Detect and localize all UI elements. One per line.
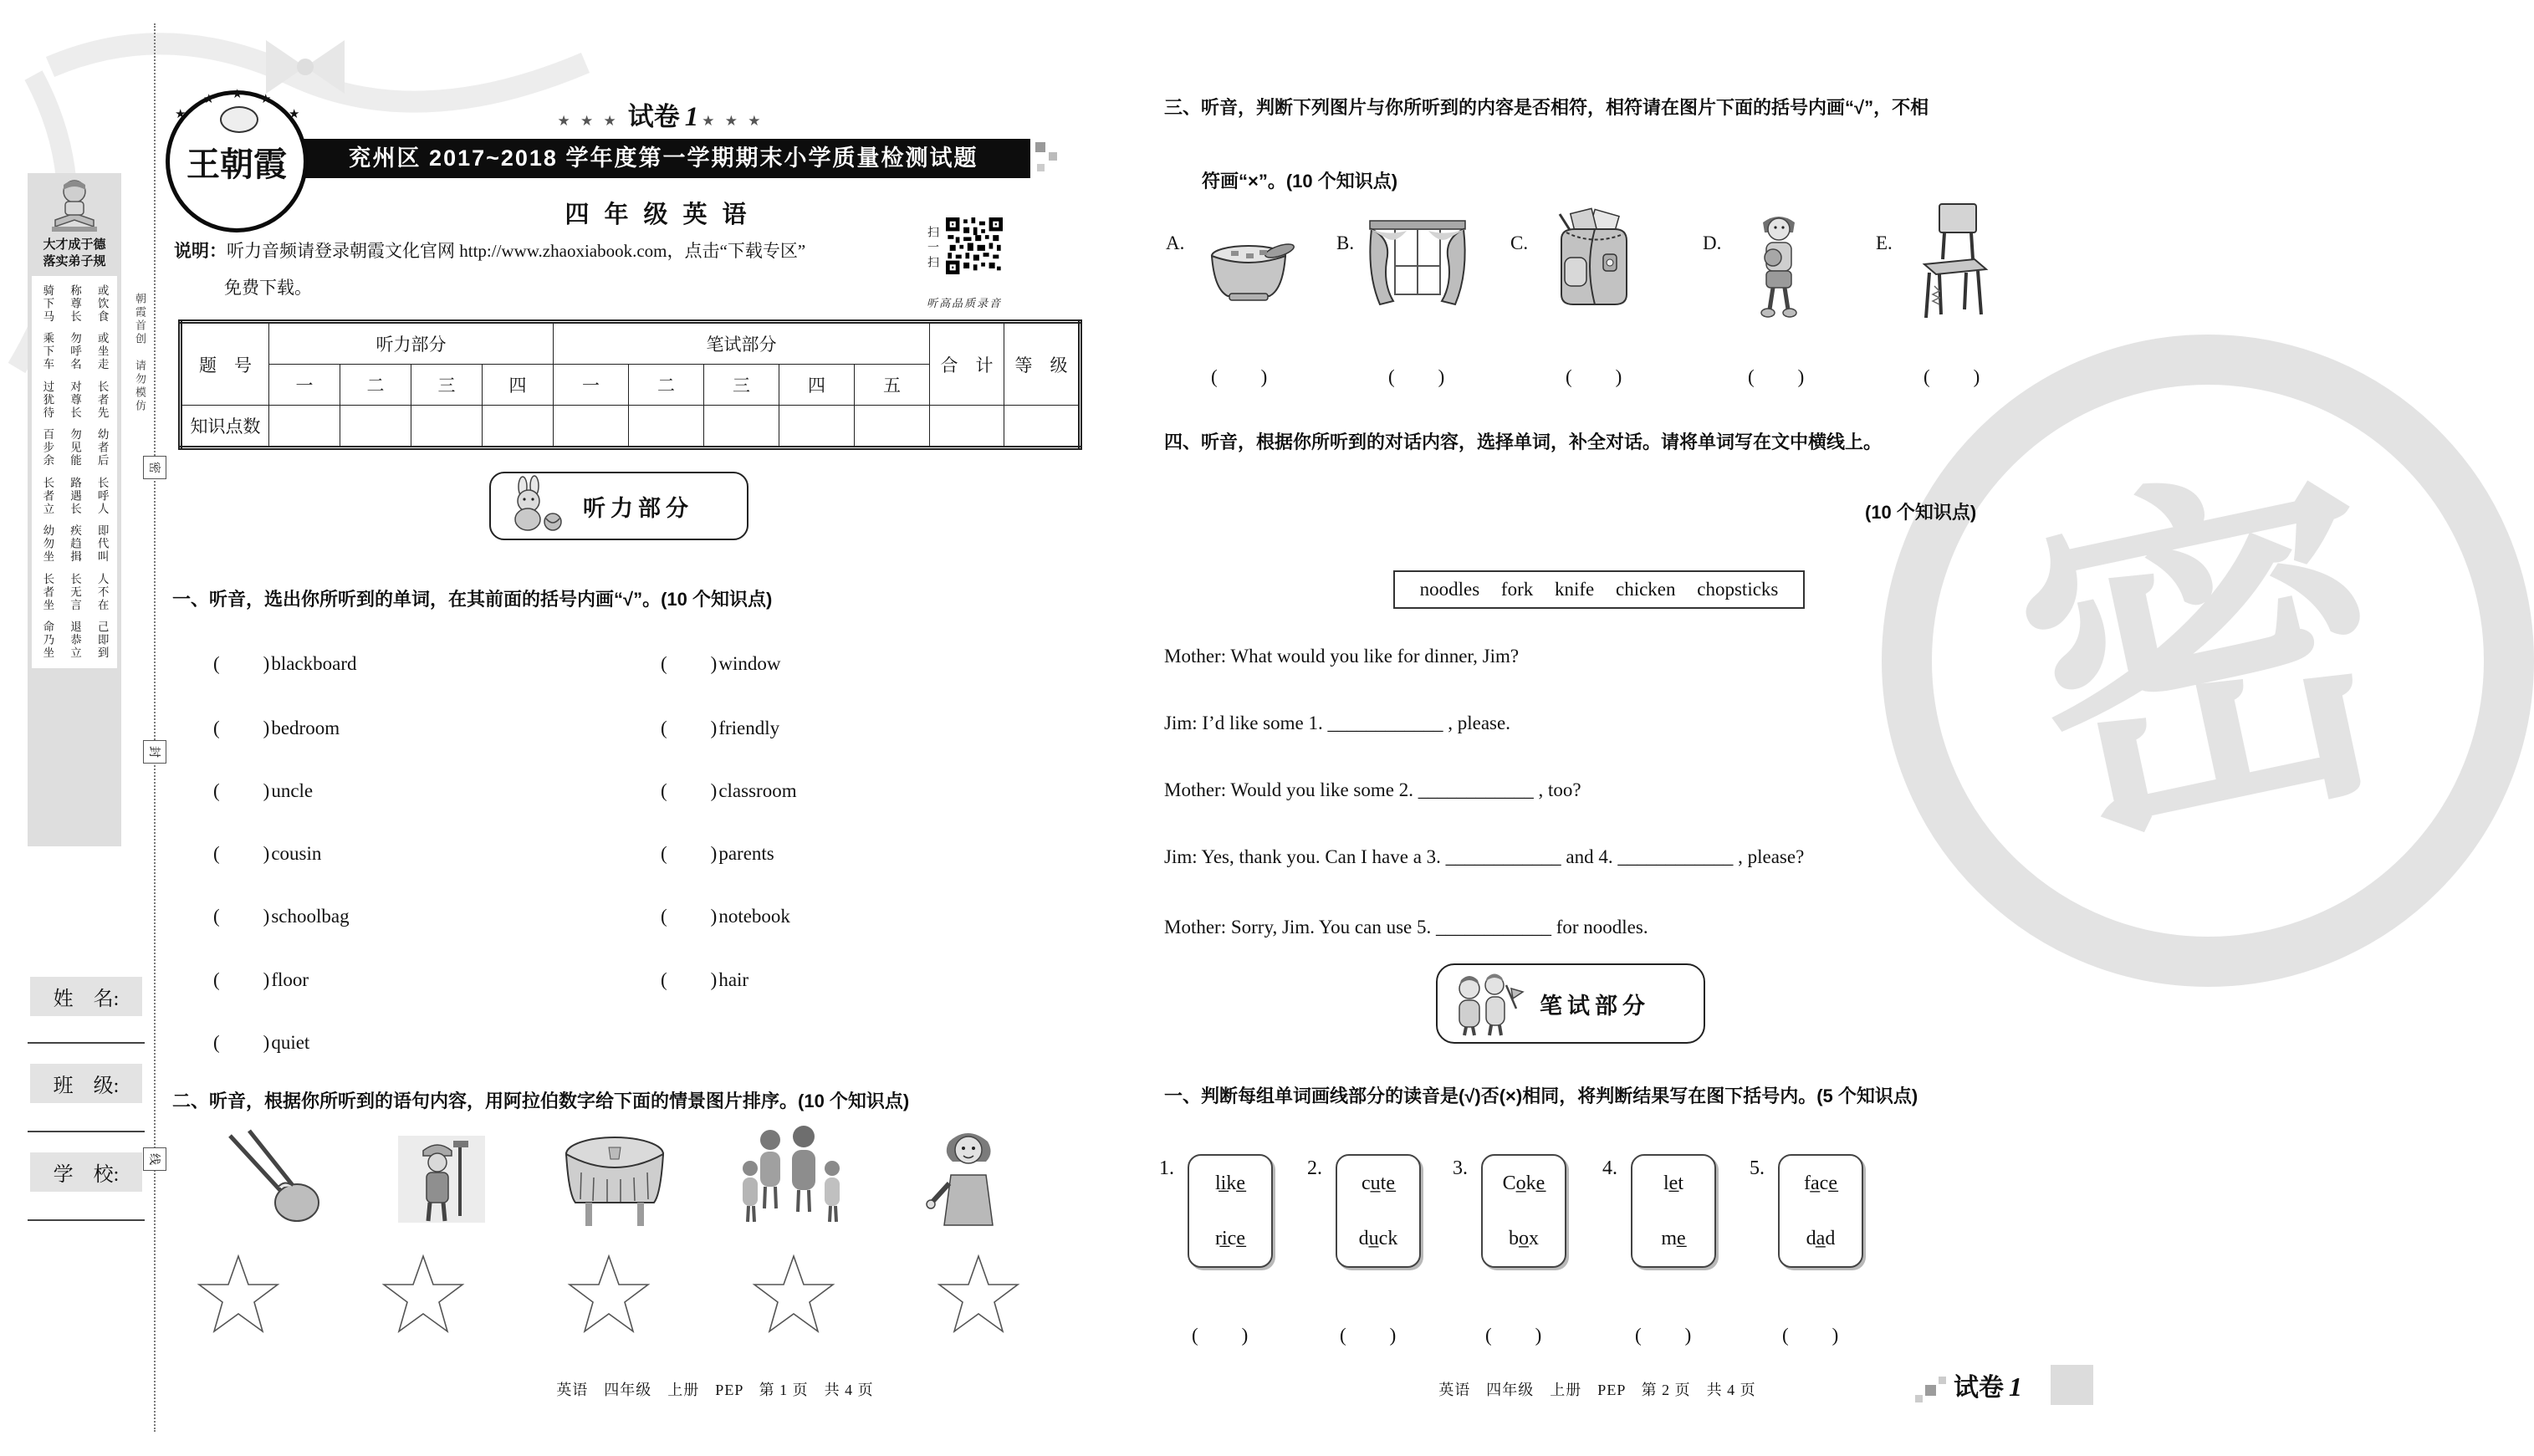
logo-portrait [220, 106, 258, 133]
star-icon[interactable] [937, 1253, 1020, 1336]
corner-dither [1925, 1385, 1936, 1396]
score-table: 题 号 听力部分 笔试部分 合 计 等 级 一 二 三 四 一 二 三 四 五 知识点数 [178, 319, 1082, 450]
w1-word-pair: li̲ke̲ ri̲ce̲ [1188, 1154, 1273, 1268]
w1-word-pair: Co̲ke̲ bo̲x [1481, 1154, 1566, 1268]
w1-pair-number: 5. [1750, 1157, 1765, 1179]
family-image [738, 1125, 856, 1229]
chopsticks-in-hand-image [217, 1129, 322, 1229]
banner-dither [1049, 152, 1057, 161]
q1-heading: 一、听音，选出你所听到的单词，在其前面的括号内画“√”。(10 个知识点) [172, 589, 773, 610]
q1-option[interactable]: ( )cousin [213, 843, 322, 864]
dialogue-line[interactable]: Mother: Sorry, Jim. You can use 5. ____________ for noodles. [1164, 917, 1648, 937]
schoolbag-image [1543, 207, 1643, 312]
q3-item-label: C. [1510, 232, 1529, 253]
dialogue-line[interactable]: Jim: Yes, thank you. Can I have a 3. ____________ and 4. ____________ , please? [1164, 846, 1805, 867]
q3-item-label: D. [1703, 232, 1722, 253]
page2-footer: 英语 四年级 上册 PEP 第 2 页 共 4 页 [1438, 1382, 1756, 1398]
instruction-label: 说明： [174, 242, 227, 261]
q2-heading: 二、听音，根据你所听到的语句内容，用阿拉伯数字给下面的情景图片排序。(10 个知识点) [172, 1091, 910, 1111]
name-field-line[interactable] [28, 1042, 145, 1044]
w1-heading: 一、判断每组单词画线部分的读音是(√)否(×)相同，将判断结果写在图下括号内。(5 个知识点) [1164, 1086, 1918, 1106]
instruction-line1: 说明：听力音频请登录朝霞文化官网 http://www.zhaoxiabook.com，点击“下载专区” [174, 241, 806, 261]
w1-answer-paren[interactable]: ( ) [1340, 1325, 1398, 1346]
q1-option[interactable]: ( )hair [661, 969, 749, 990]
scan-label: 扫一扫 [927, 226, 940, 271]
w1-pair-number: 3. [1453, 1157, 1468, 1179]
w1-word-pair: cu̲te̲ du̲ck [1336, 1154, 1421, 1268]
dialogue-line[interactable]: Mother: Would you like some 2. ____________ , too? [1164, 779, 1581, 800]
logo-star-icon: ★ [260, 93, 272, 106]
q1-option[interactable]: ( )window [661, 653, 781, 674]
score-points-row [181, 406, 1081, 448]
q3-item-label: A. [1166, 232, 1185, 253]
dialogue-line: Mother: What would you like for dinner, Jim? [1164, 646, 1520, 667]
score-listening-header: 听力部分 [269, 322, 554, 365]
q1-option[interactable]: ( )bedroom [213, 718, 340, 738]
dizigui-verses: 骑下马 称尊长 或饮食 乘下车 勿呼名 或坐走 过犹待 对尊长 长者先 百步余 勿见能 幼者后 长者立 路遇长 长呼人 幼勿坐 疾趋揖 即代叫 长者坐 长无言 人不在 命乃坐 退恭立 己即到 [32, 276, 117, 668]
logo-star-icon: ★ [289, 108, 300, 121]
paper-corner-badge: 试卷 1 [1954, 1372, 2022, 1402]
dialogue-line[interactable]: Jim: I’d like some 1. ____________ , please. [1164, 713, 1510, 733]
name-field-label: 姓 名: [30, 977, 142, 1016]
score-total-header: 合 计 [930, 322, 1004, 406]
score-written-header: 笔试部分 [554, 322, 930, 365]
q1-option[interactable]: ( )uncle [213, 780, 314, 801]
q3-answer-paren[interactable]: ( ) [1211, 366, 1270, 387]
publisher-vertical-note: 朝霞首创 请勿模仿 [134, 293, 146, 413]
q1-option[interactable]: ( )friendly [661, 718, 780, 738]
score-row-label: 知识点数 [181, 406, 269, 448]
q4-points: (10 个知识点) [1865, 502, 1977, 523]
logo-star-icon: ★ [203, 93, 215, 106]
q2-picture-row [217, 1125, 1012, 1229]
q1-option[interactable]: ( )schoolbag [213, 906, 350, 927]
class-field-label: 班 级: [30, 1064, 142, 1103]
q3-answer-paren[interactable]: ( ) [1566, 366, 1624, 387]
instruction-line2: 免费下载。 [224, 278, 312, 298]
star-icon[interactable] [567, 1253, 651, 1336]
q1-option[interactable]: ( )blackboard [213, 653, 357, 674]
corner-dither [1939, 1377, 1946, 1384]
w1-answer-paren[interactable]: ( ) [1782, 1325, 1841, 1346]
seal-char-box: 密 [143, 456, 166, 479]
q3-item-label: B. [1336, 232, 1355, 253]
w1-pair-number: 1. [1159, 1157, 1174, 1179]
qr-caption: 听高品质录音 [927, 297, 1003, 309]
corner-bar [2051, 1365, 2093, 1405]
banner-dither [1035, 142, 1045, 152]
star-icon[interactable] [752, 1253, 835, 1336]
corner-dither [1915, 1395, 1923, 1402]
w1-answer-paren[interactable]: ( ) [1635, 1325, 1694, 1346]
q3-answer-paren[interactable]: ( ) [1748, 366, 1806, 387]
w1-pair-number: 4. [1602, 1157, 1617, 1179]
paper-number-title: ★ ★ ★ 试卷 1 ★ ★ ★ [557, 102, 764, 132]
w1-word-pair: le̲t me̲ [1631, 1154, 1716, 1268]
reading-child-icon [45, 176, 104, 237]
score-grade-header: 等 级 [1004, 322, 1081, 406]
q3-answer-paren[interactable]: ( ) [1923, 366, 1982, 387]
rabbit-icon [501, 478, 566, 534]
star-icon[interactable] [381, 1253, 465, 1336]
q3-heading-line1: 三、听音，判断下列图片与你所听到的内容是否相符，相符请在图片下面的括号内画“√”，不相 [1164, 97, 1929, 118]
round-table-image [560, 1129, 669, 1229]
seal-char-box: 线 [143, 1147, 166, 1171]
w1-word-pair: fa̲ce̲ da̲d [1778, 1154, 1863, 1268]
listening-badge-label: 听力部分 [583, 495, 693, 521]
q1-option[interactable]: ( )parents [661, 843, 774, 864]
w1-pair-number: 2. [1307, 1157, 1322, 1179]
logo-star-icon: ★ [175, 108, 186, 121]
listening-section-badge [489, 472, 748, 540]
score-col-question: 题 号 [181, 322, 269, 406]
window-curtains-image [1363, 214, 1472, 310]
class-field-line[interactable] [28, 1131, 145, 1132]
w1-answer-paren[interactable]: ( ) [1192, 1325, 1250, 1346]
kids-icon [1446, 970, 1526, 1037]
q1-option[interactable]: ( )classroom [661, 780, 797, 801]
q4-heading: 四、听音，根据你所听到的对话内容，选择单词，补全对话。请将单词写在文中横线上。 [1164, 432, 1883, 452]
dizigui-title: 大才成于德 落实弟子规 [43, 238, 106, 269]
q3-answer-paren[interactable]: ( ) [1388, 366, 1447, 387]
q1-option[interactable]: ( )floor [213, 969, 309, 990]
soup-bowl-image [1203, 241, 1303, 309]
stars-decoration: ★ ★ ★ [702, 113, 764, 129]
banner-dither [1037, 164, 1045, 171]
q1-option[interactable]: ( )quiet [213, 1032, 310, 1053]
page1-footer: 英语 四年级 上册 PEP 第 1 页 共 4 页 [556, 1382, 874, 1398]
waving-woman-image [924, 1125, 1012, 1229]
star-icon[interactable] [197, 1253, 280, 1336]
logo-star-icon: ★ [232, 88, 243, 101]
written-badge-label: 笔试部分 [1540, 993, 1650, 1019]
sidebar-dizigui [28, 173, 121, 846]
chair-image [1909, 199, 1993, 324]
q3-heading-line2: 符画“×”。(10 个知识点) [1202, 171, 1398, 192]
q2-answer-stars[interactable] [197, 1253, 1020, 1336]
q1-option[interactable]: ( )notebook [661, 906, 790, 927]
stars-decoration: ★ ★ ★ [557, 113, 620, 129]
secrecy-watermark-glyph: 密 [1990, 427, 2426, 895]
publisher-logo [166, 90, 308, 232]
exam-title-banner: 兖州区 2017~2018 学年度第一学期期末小学质量检测试题 [296, 139, 1030, 178]
logo-text: 王朝霞 [186, 146, 287, 183]
subject-title: 四年级英语 [565, 202, 762, 228]
written-section-badge [1436, 963, 1705, 1044]
w1-answer-paren[interactable]: ( ) [1485, 1325, 1544, 1346]
school-field-line[interactable] [28, 1219, 145, 1221]
qr-code [946, 217, 1003, 274]
school-field-label: 学 校: [30, 1152, 142, 1192]
boy-with-ball-image [1741, 211, 1816, 324]
farmer-image [391, 1129, 492, 1229]
q3-item-label: E. [1876, 232, 1893, 253]
q4-word-bank: noodles fork knife chicken chopsticks [1393, 570, 1805, 609]
seal-line [154, 23, 156, 1432]
seal-char-box: 封 [143, 740, 166, 764]
